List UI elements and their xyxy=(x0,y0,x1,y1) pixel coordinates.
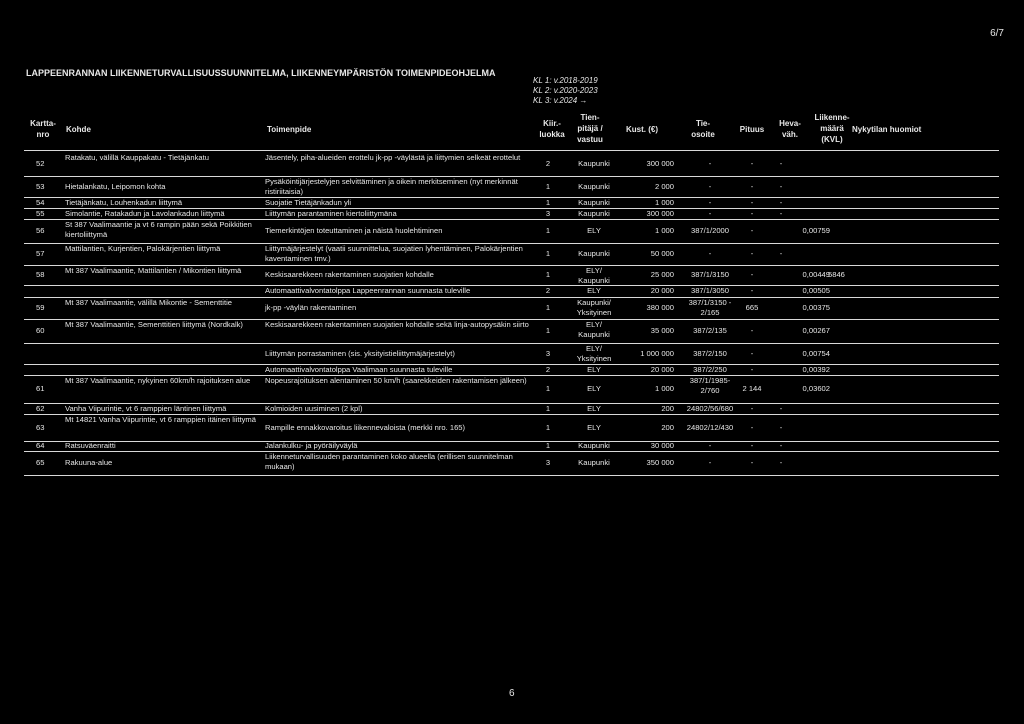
header-osoite: Tie- osoite xyxy=(691,119,715,139)
cell-kust: 300 000 xyxy=(646,208,674,218)
cell-pit: - xyxy=(750,159,754,168)
cell-luok: 2 xyxy=(545,159,551,168)
cell-luok: 3 xyxy=(545,458,551,467)
cell-tp: ELY xyxy=(587,403,601,413)
cell-luok: 1 xyxy=(545,249,551,258)
cell-hev: - xyxy=(779,208,783,218)
cell-kust: 300 000 xyxy=(646,159,674,168)
header-kartta: Kartta- nro xyxy=(30,119,56,139)
cell-kust: 20 000 xyxy=(650,364,674,374)
cell-luok: 1 xyxy=(545,441,551,450)
cell-os: 24802/56/680 xyxy=(686,403,734,413)
cell-kust: 200 xyxy=(661,403,674,413)
cell-toim: Automaattivalvontatolppa Vaalimaan suunnasta tuleville xyxy=(265,364,453,374)
cell-no: 60 xyxy=(36,326,45,335)
cell-kust: 1 000 xyxy=(654,226,674,235)
cell-no: 61 xyxy=(36,384,45,393)
cell-kohde: Mt 387 Vaalimaantie, nykyinen 60km/h rajoituksen alue xyxy=(65,376,251,385)
table-row xyxy=(24,403,999,414)
table-row xyxy=(24,364,999,375)
cell-tp: Kaupunki xyxy=(578,181,610,191)
table-row xyxy=(24,152,999,176)
cell-tp: ELY/ Kaupunki xyxy=(578,320,610,339)
cell-no: 56 xyxy=(36,226,45,235)
cell-hev: - xyxy=(779,422,783,432)
cell-no: 52 xyxy=(36,159,45,168)
cell-kohde: Vanha Viipurintie, vt 6 ramppien läntinen liittymä xyxy=(65,404,227,413)
cell-os: 387/2/150 xyxy=(693,348,727,358)
cell-kohde: St 387 Vaalimaantie ja vt 6 rampin pään sekä Poikkitien kiertoliittymä xyxy=(65,220,252,239)
cell-toim: Automaattivalvontatolppa Lappeenrannan suunnasta tuleville xyxy=(265,286,471,295)
cell-luok: 1 xyxy=(545,181,551,191)
cell-hev: - xyxy=(779,249,783,258)
cell-toim: Keskisaarekkeen rakentaminen suojatien kohdalle xyxy=(265,270,434,279)
cell-tp: Kaupunki/ Yksityinen xyxy=(576,298,612,317)
kl-note-2: KL 2: v.2020-2023 xyxy=(533,86,598,95)
cell-kust: 380 000 xyxy=(646,303,674,312)
cell-toim: Suojatie Tietäjänkadun yli xyxy=(265,197,352,207)
cell-os: 387/1/3050 xyxy=(690,286,729,295)
cell-tp: Kaupunki xyxy=(578,159,610,168)
cell-hev: - xyxy=(779,181,783,191)
cell-toim: Rampille ennakkovaroitus liikennevaloista (merkki nro. 165) xyxy=(265,422,466,432)
header-tienpitaja: Tien- pitäjä / vastuu xyxy=(577,113,603,144)
cell-kvl: 0,00505 xyxy=(802,286,830,295)
cell-tp: Kaupunki xyxy=(578,197,610,207)
cell-pit: - xyxy=(750,422,754,432)
cell-kust: 2 000 xyxy=(654,181,674,191)
table-row xyxy=(24,208,999,219)
cell-tp: ELY xyxy=(587,226,601,235)
cell-kohde: Mt 387 Vaalimaantie, Sementtitien liittymä (Nordkalk) xyxy=(65,320,243,329)
cell-pit: - xyxy=(750,326,754,335)
table-row xyxy=(24,375,999,403)
cell-kust: 35 000 xyxy=(650,326,674,335)
cell-kust: 25 000 xyxy=(650,270,674,279)
table-row xyxy=(24,176,999,197)
cell-hev: - xyxy=(779,197,783,207)
cell-toim: Keskisaarekkeen rakentaminen suojatien kohdalle sekä linja-autopysäkin siirto xyxy=(265,320,529,329)
cell-luok: 1 xyxy=(545,403,551,413)
cell-os: - xyxy=(708,208,712,218)
table-row xyxy=(24,219,999,243)
cell-luok: 1 xyxy=(545,270,551,279)
cell-toim: Liittymäjärjestelyt (vaatii suunnittelua, suojatien lyhentäminen, Palokärjentien kaventaminen tmv.) xyxy=(265,244,523,263)
cell-os: - xyxy=(708,458,712,467)
row-divider xyxy=(24,475,999,476)
cell-pit: - xyxy=(750,249,754,258)
table-row xyxy=(24,441,999,451)
cell-pit: - xyxy=(750,197,754,207)
cell-no: 65 xyxy=(36,458,45,467)
cell-no: 63 xyxy=(36,422,45,432)
table-row xyxy=(24,265,999,285)
cell-luok: 3 xyxy=(545,208,551,218)
cell-os: 387/1/2000 xyxy=(690,226,729,235)
cell-kust: 200 xyxy=(661,422,674,432)
cell-toim: Jalankulku- ja pyöräilyväylä xyxy=(265,441,358,450)
cell-pit: - xyxy=(750,403,754,413)
cell-luok: 2 xyxy=(545,286,551,295)
table-row xyxy=(24,297,999,319)
cell-luok: 1 xyxy=(545,197,551,207)
cell-kohde: Mt 14821 Vanha Viipurintie, vt 6 ramppien itäinen liittymä xyxy=(65,415,256,424)
page-number-bottom: 6 xyxy=(509,688,515,699)
cell-pit: - xyxy=(750,364,754,374)
header-pituus: Pituus xyxy=(739,125,765,134)
cell-kvl: 0,00267 xyxy=(802,326,830,335)
cell-tp: Kaupunki xyxy=(578,208,610,218)
cell-tp: ELY/ Kaupunki xyxy=(578,266,610,285)
cell-os: 387/2/135 xyxy=(693,326,727,335)
cell-no: 55 xyxy=(36,208,45,218)
cell-hev: - xyxy=(779,441,783,450)
cell-kohde: Hietalankatu, Leipomon kohta xyxy=(65,181,166,191)
header-kvl: Liikenne- määrä (KVL) xyxy=(814,113,850,144)
cell-tp: ELY xyxy=(587,384,601,393)
cell-tp: ELY xyxy=(587,422,601,432)
cell-nyk: 5846 xyxy=(828,270,845,279)
table-row xyxy=(24,414,999,441)
cell-os: 24802/12/430 xyxy=(686,422,734,432)
cell-luok: 1 xyxy=(545,326,551,335)
cell-no: 62 xyxy=(36,403,45,413)
cell-kvl: 0,00754 xyxy=(802,348,830,358)
cell-toim: Kolmioiden uusiminen (2 kpl) xyxy=(265,403,363,413)
cell-luok: 2 xyxy=(545,364,551,374)
cell-luok: 1 xyxy=(545,422,551,432)
page-number-top: 6/7 xyxy=(990,28,1004,39)
header-hev: Heva- väh. xyxy=(779,119,801,139)
cell-pit: - xyxy=(750,270,754,279)
cell-os: 387/1/3150 - 2/165 xyxy=(688,298,732,317)
header-luokka: Kiir.- luokka xyxy=(539,119,565,139)
cell-kust: 350 000 xyxy=(646,458,674,467)
cell-pit: - xyxy=(750,458,754,467)
table-row xyxy=(24,243,999,265)
cell-os: - xyxy=(708,197,712,207)
cell-os: 387/2/250 xyxy=(693,364,727,374)
cell-no: 59 xyxy=(36,303,45,312)
cell-tp: Kaupunki xyxy=(578,441,610,450)
table-row xyxy=(24,285,999,297)
cell-kust: 50 000 xyxy=(650,249,674,258)
cell-pit: 2 144 xyxy=(742,384,762,393)
cell-hev: - xyxy=(779,458,783,467)
cell-kohde: Mattilantien, Kurjentien, Palokärjentien liittymä xyxy=(65,244,221,253)
cell-hev: - xyxy=(779,403,783,413)
cell-hev: - xyxy=(779,159,783,168)
cell-os: - xyxy=(708,249,712,258)
cell-luok: 3 xyxy=(545,348,551,358)
cell-toim: Pysäköintijärjestelyjen selvittäminen ja oikein merkitseminen (nyt merkinnät ristiriitaisia) xyxy=(265,177,518,196)
cell-pit: - xyxy=(750,441,754,450)
cell-luok: 1 xyxy=(545,226,551,235)
cell-kohde: Ratsuväenraitti xyxy=(65,441,116,450)
cell-kohde: Simolantie, Ratakadun ja Lavolankadun liittymä xyxy=(65,209,225,218)
cell-toim: Liittymän parantaminen kiertoliittymäna xyxy=(265,208,397,218)
cell-no: 54 xyxy=(36,197,45,207)
kl-note-1: KL 1: v.2018-2019 xyxy=(533,76,598,85)
cell-toim: Tiemerkintöjen toteuttaminen ja näistä huolehtiminen xyxy=(265,226,443,235)
cell-pit: 665 xyxy=(745,303,759,312)
cell-no: 57 xyxy=(36,249,45,258)
header-nyk: Nykytilan huomiot xyxy=(852,125,922,134)
cell-pit: - xyxy=(750,226,754,235)
table-row xyxy=(24,197,999,208)
cell-tp: ELY xyxy=(587,286,601,295)
header-divider xyxy=(24,150,999,151)
cell-tp: ELY/ Yksityinen xyxy=(576,344,612,363)
header-kohde: Kohde xyxy=(66,125,91,134)
cell-toim: Nopeusrajoituksen alentaminen 50 km/h (saarekkeiden rakentamisen jälkeen) xyxy=(265,376,527,385)
header-kust: Kust. (€) xyxy=(626,125,658,134)
cell-toim: Liittymän porrastaminen (sis. yksityistieliittymäjärjestelyt) xyxy=(265,348,455,358)
cell-kvl: 0,00392 xyxy=(802,364,830,374)
table-row xyxy=(24,343,999,364)
cell-tp: Kaupunki xyxy=(578,458,610,467)
table-row xyxy=(24,319,999,343)
cell-kust: 1 000 000 xyxy=(640,348,674,358)
cell-kohde: Ratakatu, välillä Kauppakatu - Tietäjänkatu xyxy=(65,153,209,162)
cell-kohde: Mt 387 Vaalimaantie, välillä Mikontie - Sementtitie xyxy=(65,298,232,307)
cell-pit: - xyxy=(750,181,754,191)
table-row xyxy=(24,451,999,475)
cell-toim: jk-pp -väylän rakentaminen xyxy=(265,303,357,312)
cell-os: - xyxy=(708,441,712,450)
cell-tp: ELY xyxy=(587,364,601,374)
cell-kvl: 0,03602 xyxy=(802,384,830,393)
cell-os: 387/1/1985- 2/760 xyxy=(689,376,731,395)
cell-pit: - xyxy=(750,286,754,295)
cell-os: 387/1/3150 xyxy=(690,270,729,279)
cell-pit: - xyxy=(750,348,754,358)
cell-kust: 30 000 xyxy=(650,441,674,450)
cell-os: - xyxy=(708,181,712,191)
cell-kohde: Rakuuna-alue xyxy=(65,458,113,467)
cell-kvl: 0,00449 xyxy=(802,270,830,279)
cell-kust: 1 000 xyxy=(654,197,674,207)
cell-luok: 1 xyxy=(545,384,551,393)
cell-luok: 1 xyxy=(545,303,551,312)
cell-kohde: Mt 387 Vaalimaantie, Mattilantien / Mikontien liittymä xyxy=(65,266,242,275)
cell-kust: 1 000 xyxy=(654,384,674,393)
cell-no: 53 xyxy=(36,181,45,191)
cell-kvl: 0,00759 xyxy=(802,226,830,235)
cell-toim: Jäsentely, piha-alueiden erottelu jk-pp -väylästä ja liittymien selkeät erottelut xyxy=(265,153,521,162)
document-title: LAPPEENRANNAN LIIKENNETURVALLISUUSSUUNNITELMA, LIIKENNEYMPÄRISTÖN TOIMENPIDEOHJELMA xyxy=(26,68,496,78)
cell-toim: Liikenneturvallisuuden parantaminen koko alueella (erillisen suunnitelman mukaan) xyxy=(265,452,513,471)
cell-pit: - xyxy=(750,208,754,218)
cell-kust: 20 000 xyxy=(650,286,674,295)
cell-no: 64 xyxy=(36,441,45,450)
cell-no: 58 xyxy=(36,270,45,279)
kl-note-3: KL 3: v.2024 → xyxy=(533,96,588,105)
cell-tp: Kaupunki xyxy=(578,249,610,258)
cell-kohde: Tietäjänkatu, Louhenkadun liittymä xyxy=(65,197,183,207)
cell-kvl: 0,00375 xyxy=(802,303,830,312)
cell-os: - xyxy=(708,159,712,168)
header-toimenpide: Toimenpide xyxy=(267,125,312,134)
